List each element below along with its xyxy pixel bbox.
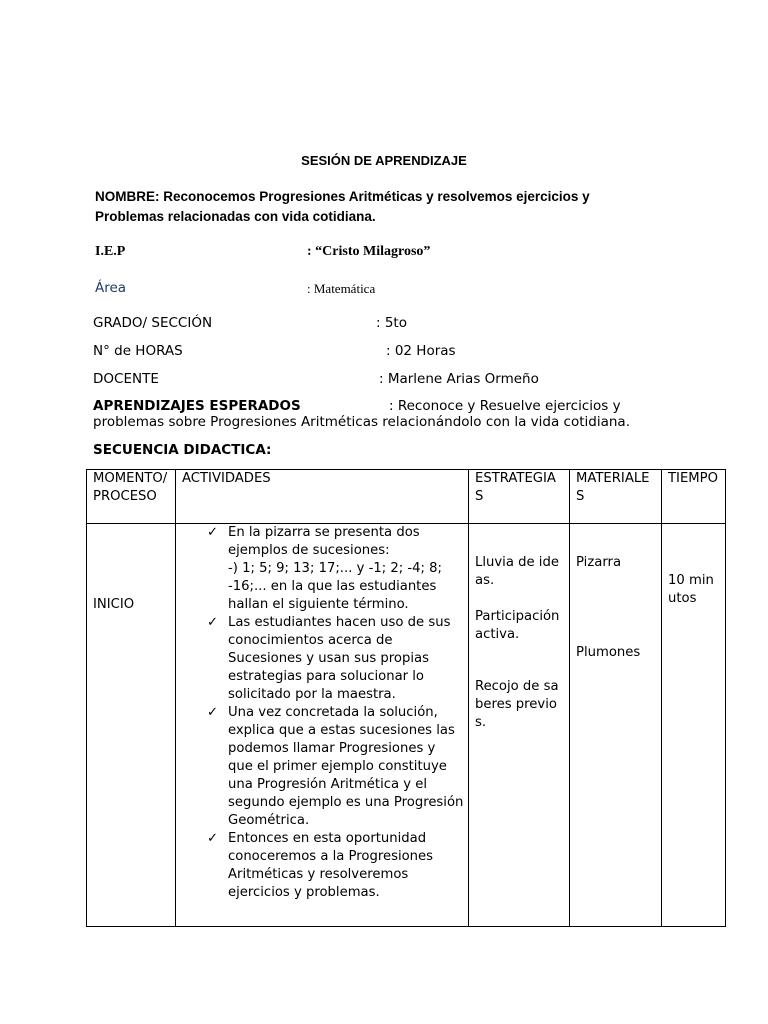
material-1: Pizarra	[576, 555, 622, 570]
docente-value: : Marlene Arias Ormeño	[379, 371, 539, 387]
header-tiempo: TIEMPO	[662, 470, 726, 524]
table-row	[87, 524, 726, 927]
estrategia-2: Participación activa.	[475, 609, 560, 642]
aprendizajes-line-2: problemas sobre Progresiones Aritméticas relacionándolo con la vida cotidiana.	[93, 414, 630, 430]
cell-materiales	[570, 524, 662, 927]
check-icon: ✓	[207, 831, 219, 846]
grado-value: : 5to	[376, 315, 407, 331]
estrategia-3: Recojo de saberes previos.	[475, 679, 559, 730]
material-2: Plumones	[576, 645, 641, 660]
list-item: ✓ Entonces en esta oportunidad conoceremos a la Progresiones Aritméticas y resolveremos ejercicios y problemas.	[207, 831, 434, 900]
activity-1-detail: -) 1; 5; 9; 13; 17;... y -1; 2; -4; 8; -16;... en la que las estudiantes hallan el siguiente término.	[228, 561, 443, 612]
iep-value: : “Cristo Milagroso”	[307, 244, 431, 259]
cell-estrategias	[469, 524, 570, 927]
list-item: ✓ Las estudiantes hacen uso de sus conocimientos acerca de Sucesiones y usan sus propias estrategias para solucionar lo solicitado por la maestra.	[207, 615, 451, 702]
momento-inicio: INICIO	[93, 597, 135, 612]
estrategia-1: Lluvia de ideas.	[475, 555, 559, 588]
area-label: Área	[95, 280, 127, 296]
header-estrategias: ESTRATEGIAS	[469, 470, 570, 524]
check-icon: ✓	[207, 615, 219, 630]
page-title: SESIÓN DE APRENDIZAJE	[301, 153, 467, 168]
header-momento: MOMENTO/ PROCESO	[87, 470, 176, 524]
horas-label: N° de HORAS	[93, 343, 183, 359]
nombre-line-2: Problemas relacionadas con vida cotidiana.	[95, 209, 376, 224]
check-icon: ✓	[207, 705, 219, 720]
list-item: ✓ En la pizarra se presenta dos ejemplos de sucesiones: -) 1; 5; 9; 13; 17;... y -1; 2; -4; 8; -16;... en la que las estudiantes hallan el siguiente término.	[182, 524, 464, 614]
nombre-line-1: NOMBRE: Reconocemos Progresiones Aritméticas y resolvemos ejercicios y	[95, 189, 590, 204]
aprendizajes-label: APRENDIZAJES ESPERADOS	[93, 398, 301, 414]
horas-value: : 02 Horas	[386, 343, 456, 359]
grado-label: GRADO/ SECCIÓN	[93, 315, 213, 331]
tiempo-value: 10 minutos	[668, 573, 714, 606]
cell-actividades	[176, 524, 469, 927]
header-materiales: MATERIALES	[570, 470, 662, 524]
cell-tiempo	[662, 524, 726, 927]
list-item: ✓ Una vez concretada la solución, explica que a estas sucesiones las podemos llamar Progresiones y que el primer ejemplo constituye una Progresión Aritmética y el segundo ejemplo es una Progresión Geométrica.	[207, 705, 464, 828]
docente-label: DOCENTE	[93, 371, 159, 387]
iep-label: I.E.P	[95, 244, 126, 259]
table-header-row	[87, 470, 726, 524]
secuencia-table	[86, 469, 726, 927]
aprendizajes-value: : Reconoce y Resuelve ejercicios y	[389, 398, 621, 414]
header-actividades: ACTIVIDADES	[176, 470, 469, 524]
area-value: : Matemática	[307, 281, 376, 296]
check-icon: ✓	[207, 525, 219, 540]
activities-list	[182, 524, 464, 902]
secuencia-label: SECUENCIA DIDACTICA:	[93, 442, 272, 458]
cell-momento	[87, 524, 176, 927]
